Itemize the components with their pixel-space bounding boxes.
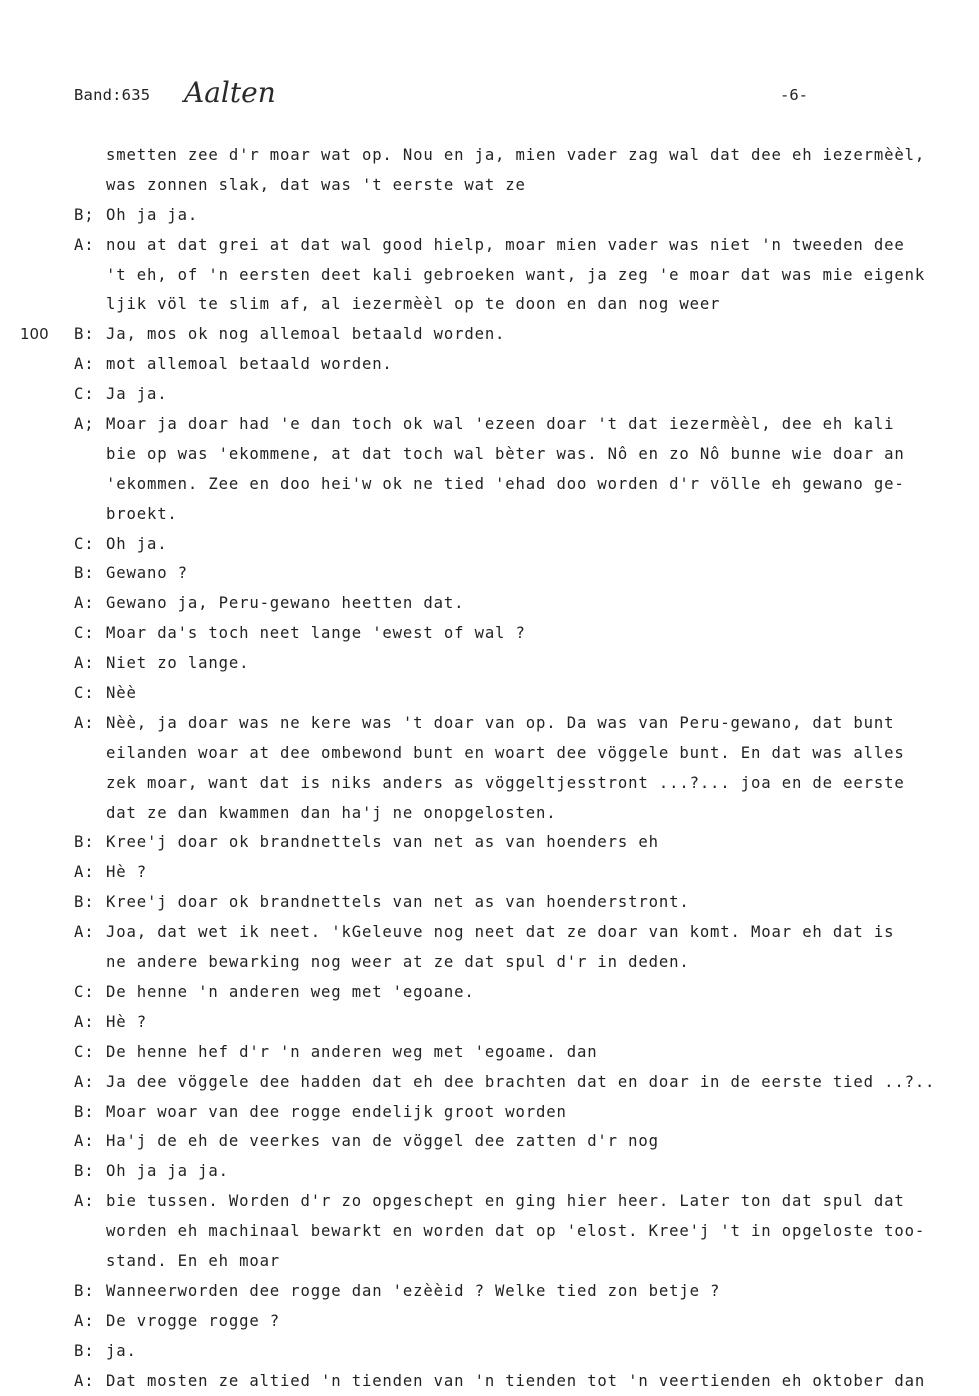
line-text: De henne hef d'r 'n anderen weg met 'egoame. dan: [106, 1042, 598, 1061]
speaker-label: C:: [74, 624, 95, 643]
transcript-line: [0, 1038, 979, 1068]
line-text: Ja dee vöggele dee hadden dat eh dee brachten dat en doar in de eerste tied ..?..: [106, 1072, 936, 1091]
transcript-line: [0, 1337, 979, 1367]
line-text: Nèè: [106, 684, 137, 703]
speaker-label: B:: [74, 1162, 95, 1181]
line-text: De vrogge rogge ?: [106, 1311, 281, 1330]
transcript-line: [0, 380, 979, 410]
transcript-line: [0, 1367, 979, 1396]
line-text: dat ze dan kwammen dan ha'j ne onopgelosten.: [106, 803, 557, 822]
transcript-line: [0, 1307, 979, 1337]
speaker-label: A:: [74, 1012, 95, 1031]
transcript-line: [0, 978, 979, 1008]
line-text: nou at dat grei at dat wal good hielp, moar mien vader was niet 'n tweeden dee: [106, 235, 905, 254]
line-text: Kree'j doar ok brandnettels van net as van hoenders eh: [106, 833, 659, 852]
transcript-line: [0, 290, 979, 320]
line-text: 'ekommen. Zee en doo hei'w ok ne tied 'ehad doo worden d'r völle eh gewano ge-: [106, 474, 905, 493]
line-text: Hè ?: [106, 863, 147, 882]
transcript-line: [0, 739, 979, 769]
line-text: bie tussen. Worden d'r zo opgeschept en ging hier heer. Later ton dat spul dat: [106, 1192, 905, 1211]
speaker-label: B:: [74, 833, 95, 852]
transcript-line: [0, 649, 979, 679]
line-text: ljik völ te slim af, al iezermèèl op te doon en dan nog weer: [106, 295, 721, 314]
transcript-line: [0, 828, 979, 858]
transcript-line: [0, 410, 979, 440]
speaker-label: A:: [74, 713, 95, 732]
speaker-label: B:: [74, 1341, 95, 1360]
transcript-line: [0, 171, 979, 201]
line-text: Niet zo lange.: [106, 654, 250, 673]
line-text: mot allemoal betaald worden.: [106, 355, 393, 374]
speaker-label: B;: [74, 205, 95, 224]
transcript-line: [0, 530, 979, 560]
speaker-label: B:: [74, 325, 95, 344]
line-text: Ha'j de eh de veerkes van de vöggel dee zatten d'r nog: [106, 1132, 659, 1151]
speaker-label: A:: [74, 1192, 95, 1211]
line-text: smetten zee d'r moar wat op. Nou en ja, mien vader zag wal dat dee eh iezermèèl,: [106, 146, 926, 164]
speaker-label: B:: [74, 1102, 95, 1121]
speaker-label: A:: [74, 1371, 95, 1390]
transcript-line: [0, 1127, 979, 1157]
transcript-line: [0, 1098, 979, 1128]
line-text: De henne 'n anderen weg met 'egoane.: [106, 982, 475, 1001]
transcript-line: [0, 799, 979, 829]
transcript-line: [0, 1247, 979, 1277]
line-text: broekt.: [106, 504, 178, 523]
speaker-label: C:: [74, 1042, 95, 1061]
transcript-line: [0, 679, 979, 709]
line-text: Oh ja.: [106, 534, 168, 553]
transcript-line: [0, 1068, 979, 1098]
speaker-label: A:: [74, 1072, 95, 1091]
transcript-body: [0, 141, 979, 1396]
speaker-label: C:: [74, 982, 95, 1001]
band-label: Band:635: [74, 86, 151, 104]
transcript-line: [0, 141, 979, 171]
transcript-line: [0, 320, 979, 350]
line-number: 100: [20, 325, 49, 344]
transcript-line: [0, 888, 979, 918]
line-text: ne andere bewarking nog weer at ze dat spul d'r in deden.: [106, 953, 690, 972]
line-text: Moar ja doar had 'e dan toch ok wal 'ezeen doar 't dat iezermèèl, dee eh kali: [106, 415, 895, 434]
line-text: Gewano ja, Peru-gewano heetten dat.: [106, 594, 465, 613]
speaker-label: A:: [74, 1311, 95, 1330]
speaker-label: B:: [74, 564, 95, 583]
transcript-line: [0, 231, 979, 261]
transcript-line: [0, 589, 979, 619]
speaker-label: A:: [74, 1132, 95, 1151]
speaker-label: C:: [74, 385, 95, 404]
line-text: Nèè, ja doar was ne kere was 't doar van op. Da was van Peru-gewano, dat bunt: [106, 713, 895, 732]
speaker-label: C:: [74, 534, 95, 553]
line-text: Hè ?: [106, 1012, 147, 1031]
transcript-line: [0, 350, 979, 380]
line-text: worden eh machinaal bewarkt en worden dat op 'elost. Kree'j 't in opgeloste too-: [106, 1222, 926, 1241]
speaker-label: A:: [74, 355, 95, 374]
speaker-label: A:: [74, 654, 95, 673]
transcript-line: [0, 948, 979, 978]
transcript-line: [0, 500, 979, 530]
speaker-label: B:: [74, 1281, 95, 1300]
transcript-line: [0, 1008, 979, 1038]
page-header: [74, 76, 814, 112]
line-text: ja.: [106, 1341, 137, 1360]
transcript-line: [0, 918, 979, 948]
speaker-label: A:: [74, 863, 95, 882]
line-text: Ja, mos ok nog allemoal betaald worden.: [106, 325, 506, 344]
line-text: eilanden woar at dee ombewond bunt en woart dee vöggele bunt. En dat was alles: [106, 743, 905, 762]
speaker-label: A:: [74, 235, 95, 254]
transcript-line: [0, 201, 979, 231]
page-number: -6-: [780, 86, 808, 104]
transcript-line: [0, 619, 979, 649]
line-text: Moar woar van dee rogge endelijk groot worden: [106, 1102, 567, 1121]
transcript-line: [0, 1157, 979, 1187]
line-text: 't eh, of 'n eersten deet kali gebroeken want, ja zeg 'e moar dat was mie eigenk: [106, 265, 926, 284]
line-text: bie op was 'ekommene, at dat toch wal bèter was. Nô en zo Nô bunne wie doar an: [106, 444, 905, 463]
speaker-label: C:: [74, 684, 95, 703]
line-text: was zonnen slak, dat was 't eerste wat ze: [106, 175, 526, 194]
band-name-handwritten: Aalten: [184, 76, 276, 109]
transcript-line: [0, 709, 979, 739]
transcript-line: [0, 1277, 979, 1307]
line-text: Ja ja.: [106, 385, 168, 404]
speaker-label: A:: [74, 923, 95, 942]
line-text: Oh ja ja.: [106, 205, 199, 224]
line-text: stand. En eh moar: [106, 1251, 281, 1270]
line-text: Oh ja ja ja.: [106, 1162, 229, 1181]
transcript-line: [0, 858, 979, 888]
speaker-label: B:: [74, 893, 95, 912]
transcript-line: [0, 261, 979, 291]
line-text: Moar da's toch neet lange 'ewest of wal ?: [106, 624, 526, 643]
line-text: Joa, dat wet ik neet. 'kGeleuve nog neet dat ze doar van komt. Moar eh dat is: [106, 923, 895, 942]
transcript-line: [0, 440, 979, 470]
line-text: Gewano ?: [106, 564, 188, 583]
speaker-label: A:: [74, 594, 95, 613]
line-text: Wanneerworden dee rogge dan 'ezèèid ? Welke tied zon betje ?: [106, 1281, 721, 1300]
line-text: zek moar, want dat is niks anders as vöggeltjesstront ...?... joa en de eerste: [106, 773, 905, 792]
line-text: Kree'j doar ok brandnettels van net as van hoenderstront.: [106, 893, 690, 912]
transcript-line: [0, 1217, 979, 1247]
transcript-line: [0, 559, 979, 589]
transcript-line: [0, 470, 979, 500]
speaker-label: A;: [74, 415, 95, 434]
transcript-line: [0, 1187, 979, 1217]
line-text: Dat mosten ze altied 'n tienden van 'n tienden tot 'n veertienden eh oktober dan: [106, 1371, 926, 1390]
transcript-line: [0, 769, 979, 799]
